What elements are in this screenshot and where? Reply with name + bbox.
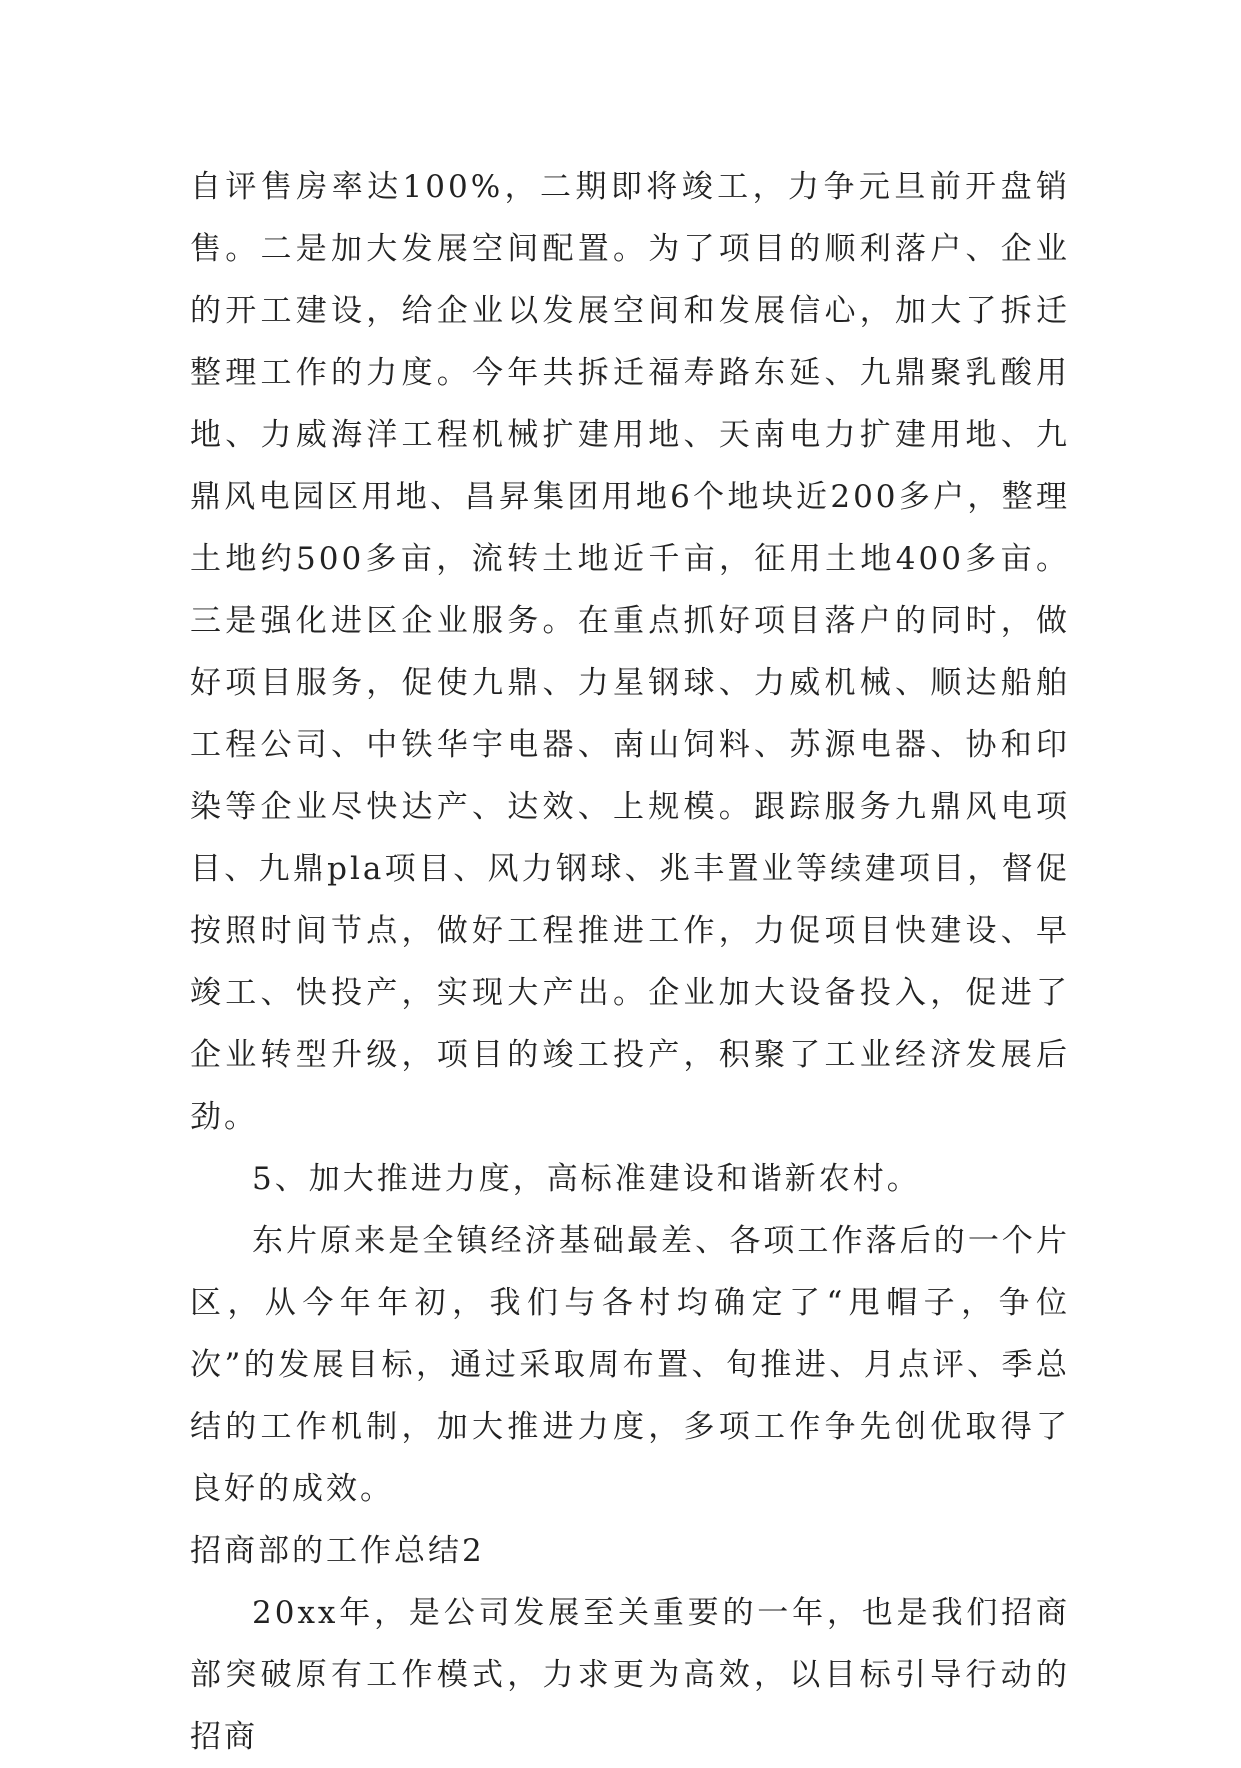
document-body [190,156,1070,1768]
section-title: 招商部的工作总结2 [190,1533,485,1569]
paragraph-section-5-heading: 5、加大推进力度，高标准建设和谐新农村。 [252,1161,921,1197]
paragraph-east-area: 东片原来是全镇经济基础最差、各项工作落后的一个片区，从今年年初，我们与各村均确定了“甩帽子，争位次”的发展目标，通过采取周布置、旬推进、月点评、季总结的工作机制，加大推进力度，多项工作争先创优取得了良好的成效。 [190,1223,1070,1507]
paragraph-summary-intro: 20xx年，是公司发展至关重要的一年，也是我们招商部突破原有工作模式，力求更为高效，以目标引导行动的招商 [190,1595,1070,1755]
paragraph-continuation: 自评售房率达100%，二期即将竣工，力争元旦前开盘销售。二是加大发展空间配置。为了项目的顺利落户、企业的开工建设，给企业以发展空间和发展信心，加大了拆迁整理工作的力度。今年共拆迁福寿路东延、九鼎聚乳酸用地、力威海洋工程机械扩建用地、天南电力扩建用地、九鼎风电园区用地、昌昇集团用地6个地块近200多户，整理土地约500多亩，流转土地近千亩，征用土地400多亩。三是强化进区企业服务。在重点抓好项目落户的同时，做好项目服务，促使九鼎、力星钢球、力威机械、顺达船舶工程公司、中铁华宇电器、南山饲料、苏源电器、协和印染等企业尽快达产、达效、上规模。跟踪服务九鼎风电项目、九鼎pla项目、风力钢球、兆丰置业等续建项目，督促按照时间节点，做好工程推进工作，力促项目快建设、早竣工、快投产，实现大产出。企业加大设备投入，促进了企业转型升级，项目的竣工投产，积聚了工业经济发展后劲。 [190,169,1070,1135]
